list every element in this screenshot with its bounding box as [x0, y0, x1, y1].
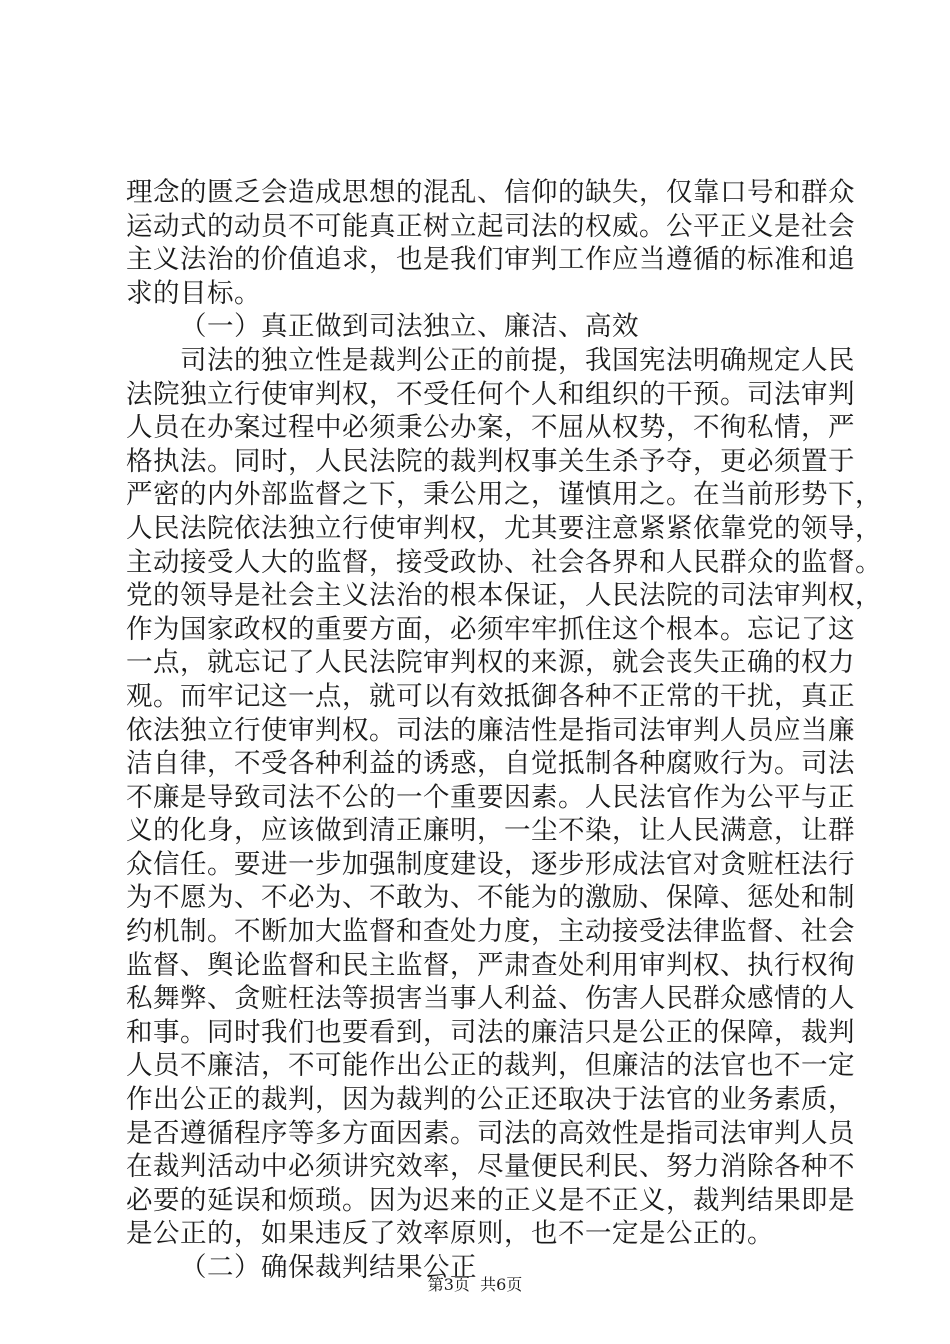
text-line: 人民法院依法独立行使审判权，尤其要注意紧紧依靠党的领导， [126, 512, 882, 544]
text-line: 主动接受人大的监督，接受政协、社会各界和人民群众的监督。 [126, 546, 882, 578]
text-line: 主义法治的价值追求，也是我们审判工作应当遵循的标准和追 [126, 244, 855, 276]
text-line: 理念的匮乏会造成思想的混乱、信仰的缺失，仅靠口号和群众 [126, 177, 855, 208]
page-number-label: 第3页 共6页 [427, 1275, 523, 1294]
text-line: 作为国家政权的重要方面，必须牢牢抓住这个根本。忘记了这 [126, 613, 855, 645]
text-line: 运动式的动员不可能真正树立起司法的权威。公平正义是社会 [126, 210, 855, 242]
page-footer [0, 1275, 950, 1295]
document-body [126, 176, 882, 1285]
section-heading-2: （二）确保裁判结果公正 [180, 1252, 477, 1283]
section-heading-1: （一）真正做到司法独立、廉洁、高效 [180, 311, 639, 343]
text-line: 作出公正的裁判，因为裁判的公正还取决于法官的业务素质， [126, 1084, 855, 1116]
text-line: 一点，就忘记了人民法院审判权的来源，就会丧失正确的权力 [126, 647, 855, 679]
paragraph-start-line: 司法的独立性是裁判公正的前提，我国宪法明确规定人民 [180, 344, 855, 376]
text-line: 洁自律，不受各种利益的诱惑，自觉抵制各种腐败行为。司法 [126, 748, 855, 780]
text-line: 义的化身，应该做到清正廉明，一尘不染，让人民满意，让群 [126, 815, 855, 847]
text-line: 观。而牢记这一点，就可以有效抵御各种不正常的干扰，真正 [126, 680, 855, 712]
text-line: 格执法。同时，人民法院的裁判权事关生杀予夺，更必须置于 [126, 445, 855, 477]
text-line: 必要的延误和烦琐。因为迟来的正义是不正义，裁判结果即是 [126, 1184, 855, 1216]
text-line: 不廉是导致司法不公的一个重要因素。人民法官作为公平与正 [126, 781, 855, 813]
text-line: 党的领导是社会主义法治的根本保证，人民法院的司法审判权， [126, 580, 882, 612]
text-line: 在裁判活动中必须讲究效率，尽量便民利民、努力消除各种不 [126, 1151, 855, 1183]
text-line: 和事。同时我们也要看到，司法的廉洁只是公正的保障，裁判 [126, 1016, 855, 1048]
text-line: 严密的内外部监督之下，秉公用之，谨慎用之。在当前形势下， [126, 479, 882, 511]
text-line: 人员不廉洁，不可能作出公正的裁判，但廉洁的法官也不一定 [126, 1050, 855, 1082]
text-line: 监督、舆论监督和民主监督，严肃查处利用审判权、执行权徇 [126, 949, 855, 981]
text-line: 求的目标。 [126, 277, 261, 309]
text-line: 法院独立行使审判权，不受任何个人和组织的干预。司法审判 [126, 378, 855, 410]
text-line: 人员在办案过程中必须秉公办案，不屈从权势，不徇私情，严 [126, 412, 855, 444]
text-line: 依法独立行使审判权。司法的廉洁性是指司法审判人员应当廉 [126, 714, 855, 746]
text-line: 为不愿为、不必为、不敢为、不能为的激励、保障、惩处和制 [126, 882, 855, 914]
text-line: 是公正的，如果违反了效率原则，也不一定是公正的。 [126, 1218, 774, 1250]
text-line: 是否遵循程序等多方面因素。司法的高效性是指司法审判人员 [126, 1117, 855, 1149]
text-line: 众信任。要进一步加强制度建设，逐步形成法官对贪赃枉法行 [126, 848, 855, 880]
text-line: 约机制。不断加大监督和查处力度，主动接受法律监督、社会 [126, 916, 855, 948]
text-line: 私舞弊、贪赃枉法等损害当事人利益、伤害人民群众感情的人 [126, 983, 855, 1015]
